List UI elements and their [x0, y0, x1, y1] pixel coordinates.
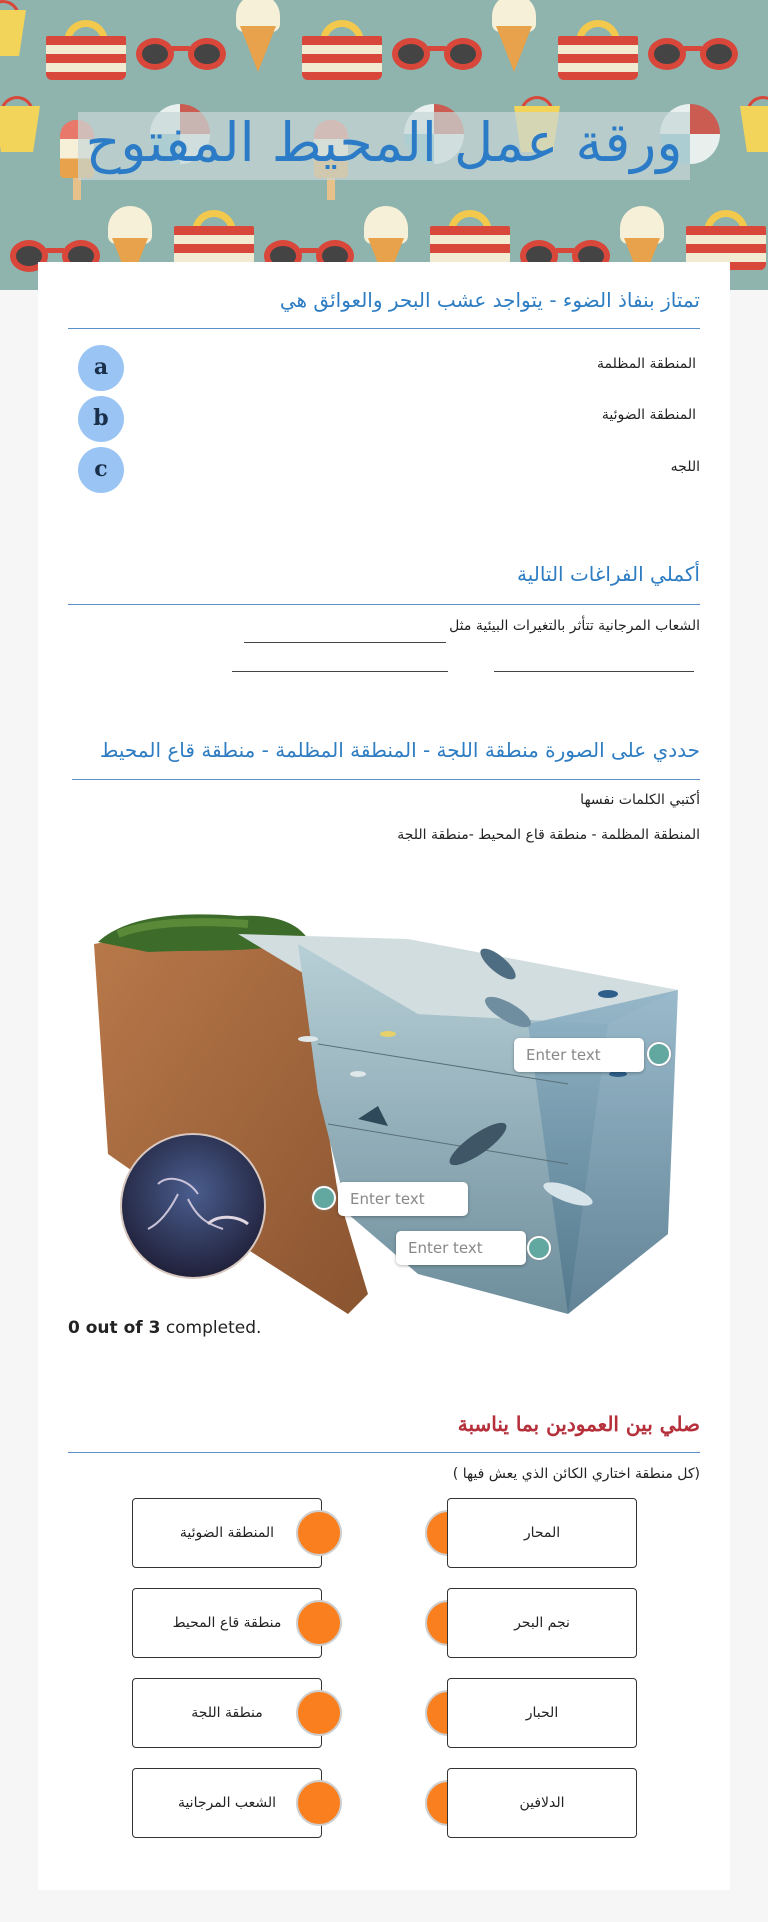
sunglasses-icon — [136, 34, 226, 70]
blank-field-2[interactable] — [494, 671, 694, 672]
match-right-item[interactable]: المحار — [447, 1498, 637, 1568]
match-left-dot[interactable] — [296, 1690, 342, 1736]
question2-title: أكملي الفراغات التالية — [516, 562, 700, 586]
ocean-zones-image — [88, 894, 688, 1314]
hotspot-input-3[interactable]: Enter text — [396, 1231, 526, 1265]
match-left-dot[interactable] — [296, 1780, 342, 1826]
question4-title: صلي بين العمودين بما يناسبة — [457, 1412, 700, 1436]
match-right-item[interactable]: الدلافين — [447, 1768, 637, 1838]
option-a-text[interactable]: المنطقة المظلمة — [597, 356, 696, 372]
completion-count: 0 out of 3 — [68, 1318, 161, 1338]
beach-bag-icon — [174, 210, 254, 270]
hotspot-marker-3[interactable] — [527, 1236, 551, 1260]
beach-bag-icon — [686, 210, 766, 270]
ocean-zones-diagram — [88, 894, 688, 1314]
question4-instruction: (كل منطقة اختاري الكائن الذي يعش فيها ) — [452, 1466, 700, 1482]
blank-field-1[interactable] — [244, 642, 446, 643]
option-c-text[interactable]: اللجه — [670, 459, 700, 475]
pail-icon — [0, 96, 40, 152]
blank-field-3[interactable] — [232, 671, 448, 672]
beach-bag-icon — [302, 20, 382, 80]
option-c-bubble[interactable]: c — [78, 447, 124, 493]
match-left-item[interactable]: منطقة اللجة — [132, 1678, 322, 1748]
sunglasses-icon — [392, 34, 482, 70]
question3-title: حددي على الصورة منطقة اللجة - المنطقة المظلمة - منطقة قاع المحيط — [99, 738, 700, 762]
match-left-item[interactable]: الشعب المرجانية — [132, 1768, 322, 1838]
pail-icon — [740, 96, 768, 152]
beach-bag-icon — [46, 20, 126, 80]
hotspot-marker-1[interactable] — [647, 1042, 671, 1066]
sunglasses-icon — [648, 34, 738, 70]
completion-suffix: completed. — [165, 1318, 262, 1338]
question3-words: المنطقة المظلمة - منطقة قاع المحيط -منطقة اللجة — [397, 827, 700, 843]
ice-cream-icon — [492, 0, 536, 74]
question2-sentence: الشعاب المرجانية تتأثر بالتغيرات البيئية مثل — [449, 618, 700, 634]
divider — [68, 604, 700, 605]
hotspot-marker-2[interactable] — [312, 1186, 336, 1210]
completion-status — [68, 1318, 261, 1338]
match-left-item[interactable]: المنطقة الضوئية — [132, 1498, 322, 1568]
beach-bag-icon — [430, 210, 510, 270]
match-left-dot[interactable] — [296, 1600, 342, 1646]
question3-instruction: أكتبي الكلمات نفسها — [580, 792, 700, 808]
option-a-bubble[interactable]: a — [78, 345, 124, 391]
divider — [72, 779, 700, 780]
hotspot-input-2[interactable]: Enter text — [338, 1182, 468, 1216]
divider — [68, 1452, 700, 1453]
header-banner — [0, 0, 768, 290]
ice-cream-icon — [236, 0, 280, 74]
divider — [68, 328, 700, 329]
match-left-item[interactable]: منطقة قاع المحيط — [132, 1588, 322, 1658]
match-right-item[interactable]: نجم البحر — [447, 1588, 637, 1658]
option-b-text[interactable]: المنطقة الضوئية — [601, 407, 696, 423]
page-title: ورقة عمل المحيط المفتوح — [85, 111, 683, 174]
pail-icon — [0, 0, 26, 56]
match-right-item[interactable]: الحبار — [447, 1678, 637, 1748]
beach-bag-icon — [558, 20, 638, 80]
option-b-bubble[interactable]: b — [78, 396, 124, 442]
question1-title: تمتاز بنفاذ الضوء - يتواجد عشب البحر والعوائق هي — [279, 288, 700, 312]
match-left-dot[interactable] — [296, 1510, 342, 1556]
hotspot-input-1[interactable]: Enter text — [514, 1038, 644, 1072]
